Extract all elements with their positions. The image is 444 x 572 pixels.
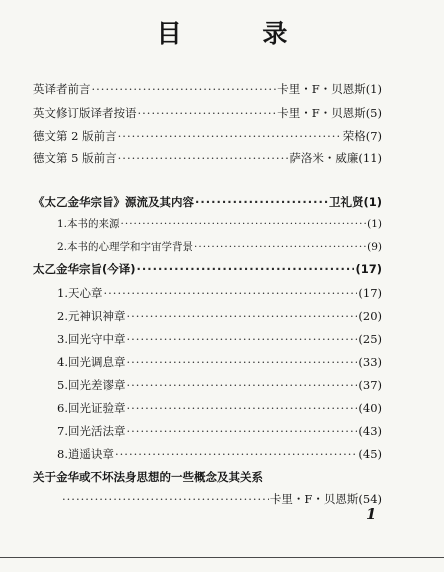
toc-entry-title: 6.回光证验章 xyxy=(57,401,126,415)
toc-entry xyxy=(57,217,382,231)
leader-dots xyxy=(126,355,357,369)
leader-dots xyxy=(126,332,357,346)
toc-entry-page: 卡里・F・贝恩斯(54) xyxy=(269,492,382,506)
toc-entry-title: 太乙金华宗旨(今译) xyxy=(33,262,136,276)
toc-entry-page: (25) xyxy=(358,332,382,346)
toc-entry-page: (20) xyxy=(358,309,382,323)
toc-entry-title: 英文修订版译者按语 xyxy=(33,106,137,120)
toc-entry-page: (17) xyxy=(358,286,382,300)
toc-entry-title: 8.逍遥诀章 xyxy=(57,447,114,461)
toc-entry-title: 5.回光差谬章 xyxy=(57,378,126,392)
toc-entry-title: 关于金华或不坏法身思想的一些概念及其关系 xyxy=(33,470,263,484)
toc-entry-page: (45) xyxy=(358,447,382,461)
leader-dots xyxy=(126,378,357,392)
toc-entry-title: 1.本书的来源 xyxy=(57,218,120,230)
toc-entry xyxy=(57,355,382,369)
toc-entry xyxy=(57,447,382,461)
leader-dots xyxy=(103,286,357,300)
leader-dots xyxy=(121,217,367,231)
leader-dots xyxy=(195,195,328,209)
toc-entry-page: 卡里・F・贝恩斯(5) xyxy=(277,106,382,120)
toc-entry-continuation xyxy=(62,492,382,506)
toc-entry xyxy=(57,424,382,438)
leader-dots xyxy=(126,424,357,438)
toc-entry-page: 卫礼贤(1) xyxy=(328,195,382,209)
leader-dots xyxy=(62,492,269,506)
toc-entry-title: 4.回光调息章 xyxy=(57,355,126,369)
toc-entry-title: 英译者前言 xyxy=(33,82,91,96)
toc-entry-title: 7.回光活法章 xyxy=(57,424,126,438)
toc-entry xyxy=(33,82,382,96)
toc-entry-page: (40) xyxy=(358,401,382,415)
toc-section-heading xyxy=(33,262,382,276)
bottom-rule xyxy=(0,557,444,558)
toc-entry-page: (17) xyxy=(355,262,382,276)
toc-entry-title: 2.元神识神章 xyxy=(57,309,126,323)
toc-section-heading xyxy=(33,195,382,209)
toc-entry-page: (37) xyxy=(358,378,382,392)
toc-entry xyxy=(57,286,382,300)
toc-entry-page: 卡里・F・贝恩斯(1) xyxy=(277,82,382,96)
leader-dots xyxy=(194,240,366,254)
toc-entry-page: (9) xyxy=(367,241,382,253)
toc-entry-title: 德文第 2 版前言 xyxy=(33,129,117,143)
leader-dots xyxy=(137,262,355,276)
leader-dots xyxy=(92,82,277,96)
toc-entry-title: 《太乙金华宗旨》源流及其内容 xyxy=(33,195,194,209)
leader-dots xyxy=(126,309,357,323)
toc-entry xyxy=(57,332,382,346)
page-title: 目 录 xyxy=(156,19,324,48)
toc-entry-title: 3.回光守中章 xyxy=(57,332,126,346)
toc-section-heading xyxy=(33,470,382,484)
leader-dots xyxy=(138,106,277,120)
leader-dots xyxy=(115,447,357,461)
toc-entry-page: 萨洛米・威廉(11) xyxy=(289,151,382,165)
leader-dots xyxy=(118,151,289,165)
toc-entry xyxy=(57,309,382,323)
toc-entry xyxy=(33,106,382,120)
toc-entry-page: (43) xyxy=(358,424,382,438)
toc-entry xyxy=(33,129,382,143)
toc-entry-title: 德文第 5 版前言 xyxy=(33,151,117,165)
leader-dots xyxy=(118,129,342,143)
toc-entry xyxy=(33,151,382,165)
toc-entry-page: 荣格(7) xyxy=(342,129,382,143)
page-number: 1 xyxy=(366,505,377,523)
toc-entry xyxy=(57,240,382,254)
toc-entry xyxy=(57,401,382,415)
toc-entry-page: (1) xyxy=(367,218,382,230)
toc-entry-page: (33) xyxy=(358,355,382,369)
toc-entry xyxy=(57,378,382,392)
toc-entry-title: 2.本书的心理学和宇宙学背景 xyxy=(57,241,194,253)
leader-dots xyxy=(126,401,357,415)
toc-entry-title: 1.天心章 xyxy=(57,286,103,300)
